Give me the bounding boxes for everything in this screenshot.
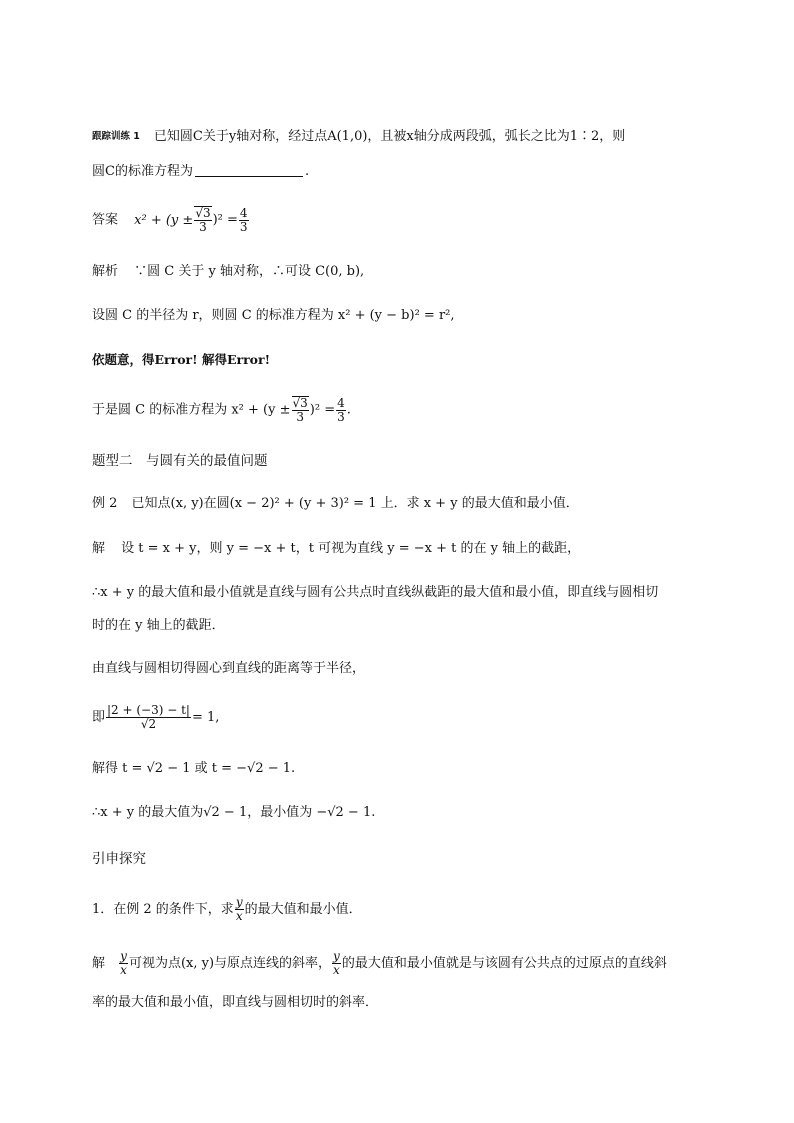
analysis-frac: [292, 396, 309, 424]
solution-line-3: 由直线与圆相切得圆心到直线的距离等于半径，: [92, 661, 366, 676]
practice-line-2: [92, 163, 309, 181]
solution-eq-post: = 1,: [191, 710, 220, 725]
practice-text-2-end: .: [304, 164, 310, 179]
solution-line-2a: ∴x + y 的最大值和最小值就是直线与圆有公共点时直线纵截距的最大值和最小值，即直线与圆相切: [92, 585, 659, 600]
analysis-label: 解析: [92, 264, 119, 279]
answer-eq-mid: )² =: [212, 212, 238, 228]
extension-ans-den-2: x: [333, 963, 340, 977]
answer-frac-den: 3: [199, 220, 207, 234]
answer-eq-pre: x² + (y ±: [134, 212, 194, 228]
practice-text-1: 已知圆C关于y轴对称，经过点A(1,0)，且被x轴分成两段弧，弧长之比为1∶2，则: [153, 129, 626, 144]
extension-ans-mid: 可视为点(x, y)与原点连线的斜率，: [128, 956, 332, 971]
extension-q1-num: y: [235, 895, 243, 909]
solution-line-4: [92, 704, 219, 731]
analysis-line-2: 设圆 C 的半径为 r，则圆 C 的标准方程为 x² + (y − b)² = r²,: [92, 308, 455, 323]
solution-line-6: ∴x + y 的最大值为√2 − 1，最小值为 −√2 − 1.: [92, 805, 376, 820]
practice-tag: 跟踪训练 1: [92, 131, 140, 142]
answer-label: 答案: [92, 212, 119, 228]
answer-rhs-num: 4: [239, 205, 248, 220]
extension-q1-post: 的最大值和最小值．: [244, 902, 362, 917]
analysis-line-4: [92, 396, 351, 424]
solution-line-5: 解得 t = √2 − 1 或 t = −√2 − 1.: [92, 761, 296, 776]
extension-q1-frac: [235, 896, 244, 923]
example-2-text: 已知点(x, y)在圆(x − 2)² + (y + 3)² = 1 上．求 x + y 的最大值和最小值．: [131, 496, 579, 511]
extension-ans-end: 的最大值和最小值就是与该圆有公共点的过原点的直线斜: [341, 956, 667, 971]
extension-q1-pre: 1．在例 2 的条件下，求: [92, 902, 234, 917]
extension-ans-num-2: y: [333, 949, 340, 963]
analysis-frac-den: 3: [296, 410, 304, 424]
practice-line-1: [92, 128, 625, 146]
analysis-rhs-num: 4: [337, 395, 345, 410]
extension-title: 引申探究: [92, 851, 146, 867]
extension-ans-den-1: x: [120, 963, 127, 977]
analysis-rhs-den: 3: [337, 409, 345, 424]
solution-line-1: [92, 540, 580, 558]
practice-text-2: 圆C的标准方程为: [92, 164, 193, 179]
solution-frac-den: √2: [140, 717, 157, 731]
extension-answer-line-1: [92, 950, 667, 977]
analysis-line-1: [92, 263, 364, 281]
extension-ans-frac-1: [119, 950, 128, 977]
extension-answer-label: 解: [92, 956, 106, 971]
analysis-eq-mid: )² =: [309, 402, 336, 418]
solution-line-2b: 时的在 y 轴上的截距．: [92, 618, 225, 633]
analysis-frac-num: √3: [292, 396, 308, 410]
solution-frac-num: |2 + (−3) − t|: [107, 703, 190, 717]
answer-rhs-den: 3: [239, 219, 248, 234]
answer-frac: [194, 206, 211, 234]
solution-text-1: 设 t = x + y，则 y = −x + t，t 可视为直线 y = −x + t 的在 y 轴上的截距，: [121, 541, 581, 556]
analysis-eq-pre: 于是圆 C 的标准方程为 x² + (y ±: [92, 402, 291, 418]
solution-frac: [106, 704, 191, 731]
answer-rhs-frac: [239, 207, 249, 234]
extension-ans-frac-2: [332, 950, 341, 977]
section-2-title: 题型二 与圆有关的最值问题: [92, 453, 268, 469]
analysis-rhs-frac: [336, 397, 346, 424]
answer-blank: [195, 164, 303, 177]
answer-frac-num: √3: [195, 206, 211, 220]
solution-label: 解: [92, 541, 106, 556]
extension-ans-num-1: y: [120, 949, 127, 963]
solution-eq-pre: 即: [92, 710, 106, 725]
extension-q1-den: x: [235, 909, 243, 923]
example-2-line: [92, 495, 579, 513]
example-2-label: 例 2: [92, 496, 118, 511]
analysis-line-3: 依题意，得Error! 解得Error!: [92, 352, 271, 367]
analysis-text-1: ∵圆 C 关于 y 轴对称，∴可设 C(0, b),: [134, 264, 365, 279]
analysis-eq-end: .: [346, 402, 351, 418]
extension-answer-line-2: 率的最大值和最小值，即直线与圆相切时的斜率．: [92, 995, 379, 1010]
answer-line: [92, 206, 250, 234]
extension-q1: [92, 896, 362, 923]
